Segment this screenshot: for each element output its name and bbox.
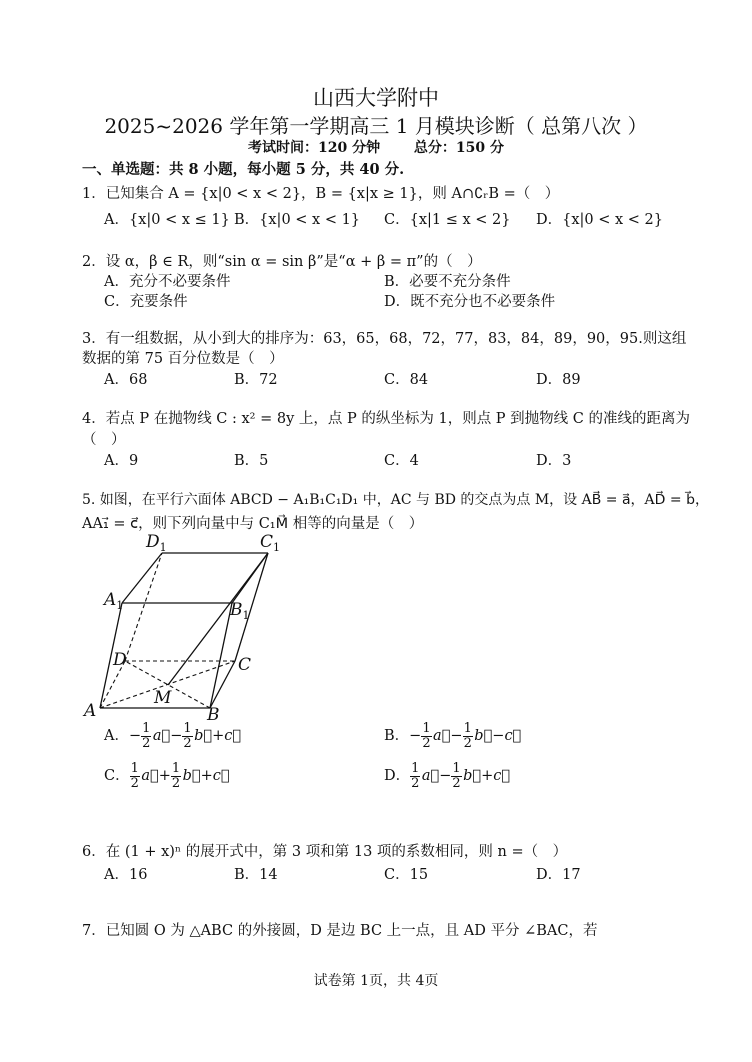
q1-option-c: C．{x|1 ≤ x < 2} [384, 212, 511, 228]
q2-option-b: B．必要不充分条件 [384, 274, 511, 290]
q2-option-d: D．既不充分也不必要条件 [384, 294, 556, 310]
edge-A1-D1 [122, 553, 162, 603]
q2-option-c: C．充要条件 [104, 294, 188, 310]
q6-option-c: C．15 [384, 867, 429, 883]
q4-option-a: A．9 [104, 453, 139, 469]
q5-option-d: D． $\frac{1}{2}$ a− $\frac{1}{2}$ b+c [384, 761, 511, 791]
q6-option-d: D．17 [536, 867, 581, 883]
q4-option-d: D．3 [536, 453, 572, 469]
q5-stem-line1: 5. 如图，在平行六面体 ABCD − A₁B₁C₁D₁ 中，AC 与 BD 的交点为点 M，设 AB⃗ = a⃗，AD⃗ = b⃗， [82, 492, 709, 508]
segment-C1-M [168, 553, 268, 685]
q3-option-b: B．72 [234, 372, 278, 388]
exam-total-score: 总分：150 分 [413, 140, 504, 156]
label-A: A [84, 701, 97, 720]
label-D1: $D_1$ [146, 532, 167, 554]
q3-stem-line2: 数据的第 75 百分位数是（ ） [82, 351, 284, 367]
q6-stem: 6．在 (1 + x)ⁿ 的展开式中，第 3 项和第 13 项的系数相同，则 n =（ ） [82, 844, 568, 860]
label-C: C [238, 655, 252, 675]
exam-meta [0, 137, 752, 157]
q2-option-a: A．充分不必要条件 [104, 274, 231, 290]
q3-option-d: D．89 [536, 372, 581, 388]
q4-stem-line2: （ ） [82, 432, 126, 448]
page-footer: 试卷第 1页，共 4页 [313, 973, 439, 989]
q1-option-a: A．{x|0 < x ≤ 1} [104, 212, 230, 228]
q5-stem-line2: AA₁⃗ = c⃗，则下列向量中与 C₁M⃗ 相等的向量是（ ） [82, 516, 424, 532]
q4-option-c: C．4 [384, 453, 419, 469]
label-A1: $A_1$ [104, 590, 124, 612]
q4-option-b: B．5 [234, 453, 269, 469]
q5-option-c: C． $\frac{1}{2}$ a+ $\frac{1}{2}$ b+c [104, 761, 230, 791]
edge-B-B1 [210, 603, 232, 708]
q5-parallelepiped-figure [80, 530, 280, 720]
q7-stem: 7．已知圆 O 为 △ABC 的外接圆，D 是边 BC 上一点，且 AD 平分 ∠BAC，若 [82, 923, 598, 939]
q1-option-b: B．{x|0 < x < 1} [234, 212, 361, 228]
q5-option-b: B．− $\frac{1}{2}$ a− $\frac{1}{2}$ b−c [384, 721, 522, 751]
label-B1: $B_1$ [230, 600, 250, 622]
q1-stem: 1．已知集合 A = {x|0 < x < 2}，B = {x|x ≥ 1}，则 A∩∁ᵣB =（ ） [82, 186, 560, 202]
q3-option-a: A．68 [104, 372, 148, 388]
school-name: 山西大学附中 [313, 86, 439, 110]
q2-stem: 2．设 α，β ∈ R，则“sin α = sin β”是“α + β = π”的（ ） [82, 254, 482, 270]
q4-stem-line1: 4．若点 P 在抛物线 C : x² = 8y 上，点 P 的纵坐标为 1，则点 P 到抛物线 C 的准线的距离为 [82, 411, 690, 427]
section-heading: 一、单选题：共 8 小题，每小题 5 分，共 40 分. [82, 161, 405, 178]
label-D: D [113, 650, 127, 670]
label-B: B [207, 705, 220, 720]
q1-option-d: D．{x|0 < x < 2} [536, 212, 664, 228]
q6-option-b: B．14 [234, 867, 278, 883]
exam-time: 考试时间：120 分钟 [248, 140, 381, 156]
label-M: M [154, 688, 172, 708]
q3-stem-line1: 3．有一组数据，从小到大的排序为：63，65，68，72，77，83，84，89，90，95.则这组 [82, 331, 687, 347]
hidden-edge-D-D1 [125, 553, 162, 661]
q6-option-a: A．16 [104, 867, 148, 883]
q5-option-a: A．− $\frac{1}{2}$ a− $\frac{1}{2}$ b+c [104, 721, 242, 751]
exam-title: 2025~2026 学年第一学期高三 1 月模块诊断（ 总第八次 ） [104, 114, 648, 138]
label-C1: $C_1$ [260, 532, 280, 554]
q3-option-c: C．84 [384, 372, 429, 388]
